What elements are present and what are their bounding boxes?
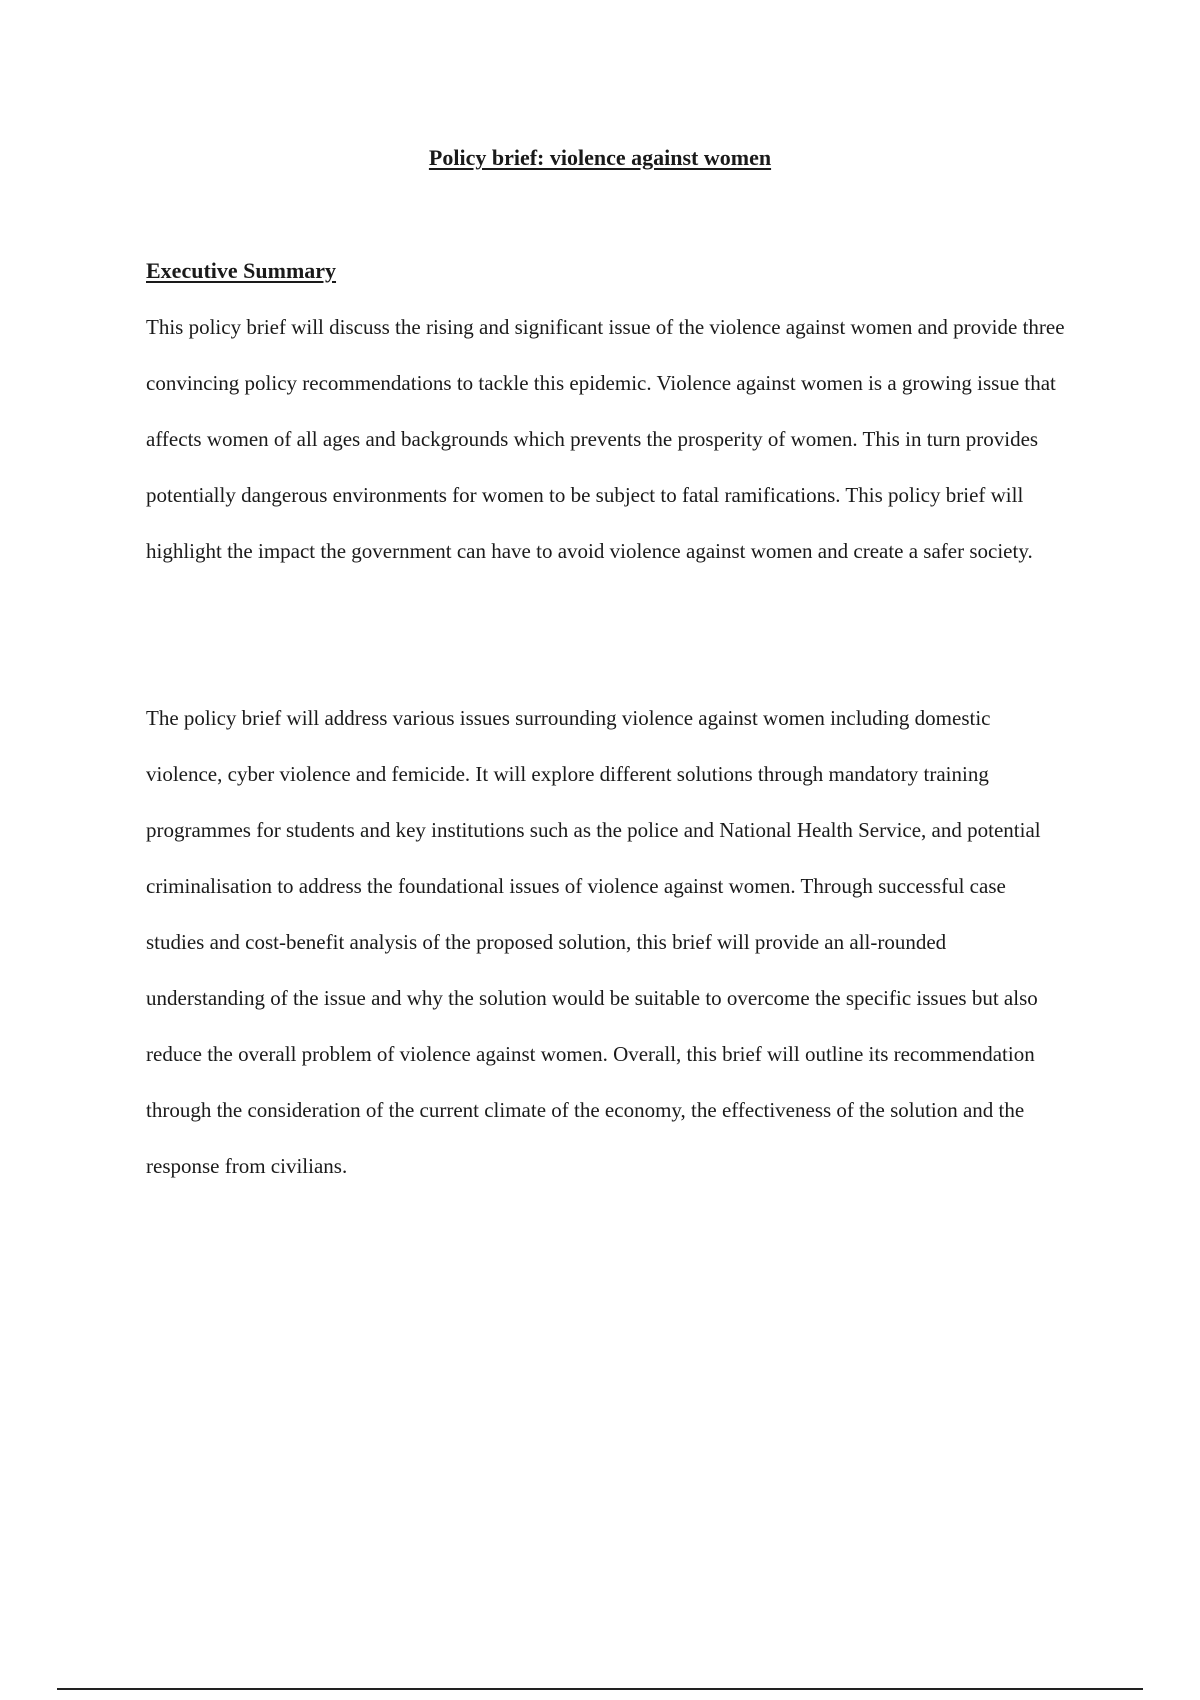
document-title: Policy brief: violence against women xyxy=(428,145,772,170)
paragraph: The policy brief will address various issues surrounding violence against women including domestic violence, cyber violence and femicide. It will explore different solutions through mandatory training programmes for students and key institutions such as the police and National Health Service, and potential criminalisation to address the foundational issues of violence against women. Through successful case studies and cost-benefit analysis of the proposed solution, this brief will provide an all-rounded understanding of the issue and why the solution would be suitable to overcome the specific issues but also reduce the overall problem of violence against women. Overall, this brief will outline its recommendation through the consideration of the current climate of the economy, the effectiveness of the solution and the response from civilians. xyxy=(146,706,1041,1178)
section-heading-executive-summary: Executive Summary xyxy=(146,258,337,283)
paragraph: This policy brief will discuss the rising and significant issue of the violence against women and provide three convincing policy recommendations to tackle this epidemic. Violence against women is a growing issue that affects women of all ages and backgrounds which prevents the prosperity of women. This in turn provides potentially dangerous environments for women to be subject to fatal ramifications. This policy brief will highlight the impact the government can have to avoid violence against women and create a safer society. xyxy=(146,315,1065,563)
page-bottom-rule xyxy=(57,1688,1143,1690)
